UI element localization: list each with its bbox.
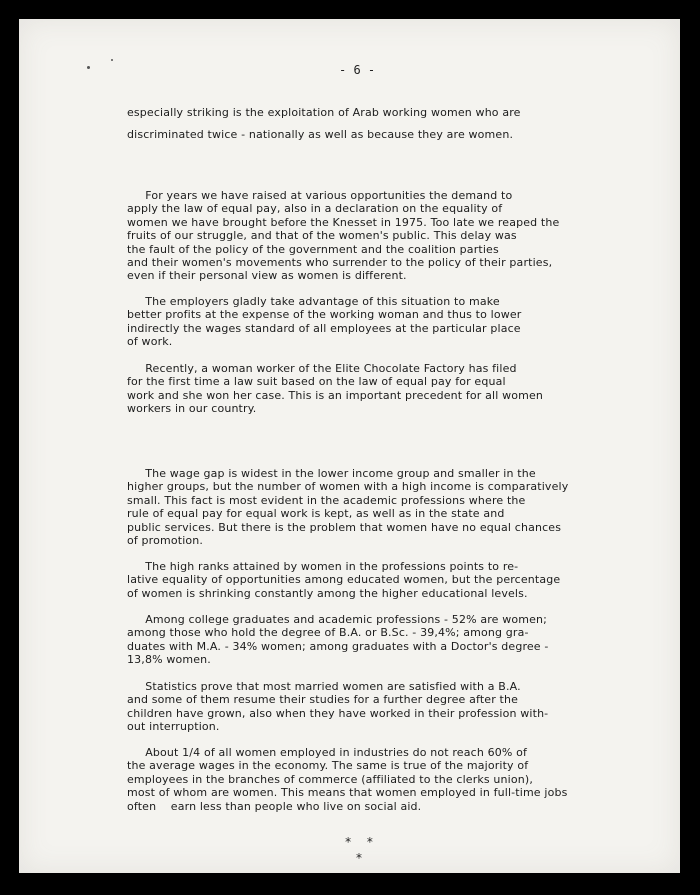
- text-line: children have grown, also when they have worked in their profession with-: [127, 706, 549, 720]
- paragraph-industries: [127, 746, 622, 813]
- text-line: fruits of our struggle, and that of the women's public. This delay was: [127, 229, 517, 243]
- text-line: About 1/4 of all women employed in industries do not reach 60% of: [127, 746, 528, 759]
- text-line: women we have brought before the Knesset in 1975. Too late we reaped the: [127, 215, 560, 229]
- intro-text: [127, 102, 622, 146]
- paper-speck: [111, 59, 113, 61]
- paragraph-equal-pay-law: [127, 189, 622, 283]
- text-line: most of whom are women. This means that women employed in full-time jobs: [127, 786, 568, 800]
- text-line: of work.: [127, 335, 173, 349]
- footer-asterisks: [329, 834, 389, 866]
- text-line: among those who hold the degree of B.A. or B.Sc. - 39,4%; among gra-: [127, 626, 529, 640]
- text-line: The employers gladly take advantage of this situation to make: [127, 295, 500, 308]
- text-line: the fault of the policy of the government and the coalition parties: [127, 242, 499, 256]
- paper-speck: [87, 66, 90, 69]
- text-line: work and she won her case. This is an important precedent for all women: [127, 388, 543, 402]
- paragraph-elite-factory: [127, 362, 622, 416]
- text-line: of promotion.: [127, 534, 204, 548]
- text-line: especially striking is the exploitation of Arab working women who are: [127, 106, 521, 119]
- text-line: better profits at the expense of the working woman and thus to lower: [127, 308, 522, 322]
- text-line: workers in our country.: [127, 402, 257, 416]
- text-line: and some of them resume their studies for a further degree after the: [127, 693, 519, 707]
- text-line: the average wages in the economy. The same is true of the majority of: [127, 759, 529, 773]
- text-line: employees in the branches of commerce (affiliated to the clerks union),: [127, 772, 533, 786]
- text-line: higher groups, but the number of women with a high income is comparatively: [127, 480, 569, 494]
- text-line: often earn less than people who live on social aid.: [127, 799, 422, 813]
- paragraph-wage-gap: [127, 467, 622, 547]
- text-line: duates with M.A. - 34% women; among graduates with a Doctor's degree -: [127, 639, 549, 653]
- text-line: small. This fact is most evident in the academic professions where the: [127, 493, 526, 507]
- paragraph-employers: [127, 295, 622, 349]
- text-line: of women is shrinking constantly among the higher educational levels.: [127, 586, 528, 600]
- asterisk-row: *: [355, 851, 363, 865]
- asterisk-row: * *: [344, 835, 374, 849]
- text-line: public services. But there is the problem that women have no equal chances: [127, 520, 562, 534]
- text-line: Among college graduates and academic professions - 52% are women;: [127, 613, 548, 626]
- text-line: The wage gap is widest in the lower income group and smaller in the: [127, 467, 536, 480]
- text-line: Recently, a woman worker of the Elite Chocolate Factory has filed: [127, 362, 517, 375]
- text-line: for the first time a law suit based on the law of equal pay for equal: [127, 375, 506, 389]
- text-line: even if their personal view as women is different.: [127, 269, 407, 283]
- text-line: and their women's movements who surrender to the policy of their parties,: [127, 256, 553, 270]
- text-line: out interruption.: [127, 720, 220, 734]
- text-line: rule of equal pay for equal work is kept, as well as in the state and: [127, 507, 505, 521]
- paragraph-high-ranks: [127, 560, 622, 600]
- document-page: [19, 19, 680, 873]
- text-line: indirectly the wages standard of all employees at the particular place: [127, 321, 521, 335]
- text-line: The high ranks attained by women in the professions points to re-: [127, 560, 519, 573]
- text-line: lative equality of opportunities among educated women, but the percentage: [127, 573, 561, 587]
- text-line: 13,8% women.: [127, 653, 211, 667]
- paragraph-statistics: [127, 680, 622, 734]
- text-line: discriminated twice - nationally as well as because they are women.: [127, 128, 514, 141]
- paragraph-graduates: [127, 613, 622, 667]
- text-line: For years we have raised at various opportunities the demand to: [127, 189, 513, 202]
- text-line: apply the law of equal pay, also in a declaration on the equality of: [127, 202, 503, 216]
- text-line: Statistics prove that most married women are satisfied with a B.A.: [127, 680, 521, 693]
- page-number: - 6 -: [339, 63, 376, 77]
